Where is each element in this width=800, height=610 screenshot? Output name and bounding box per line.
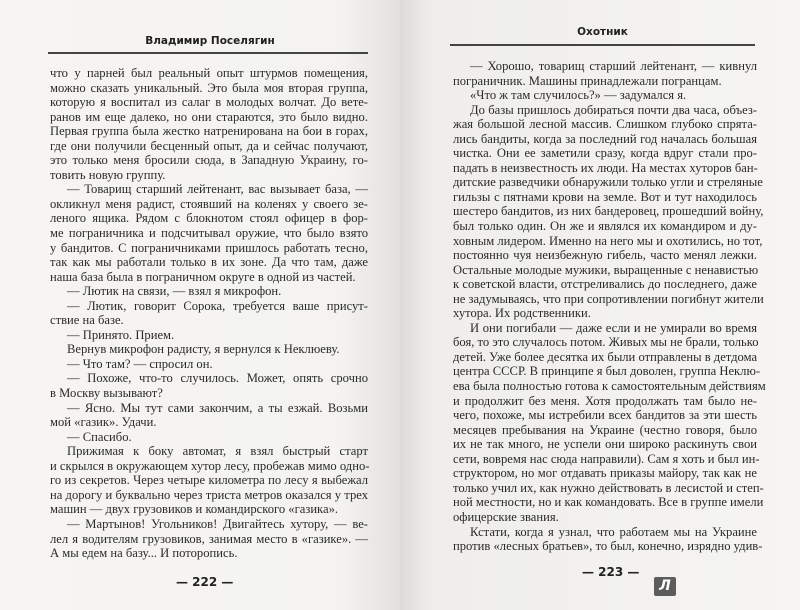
text-line: только учил их, как нужно действовать в лесистой и степ-	[453, 480, 764, 495]
paragraph	[50, 299, 368, 328]
paragraph	[50, 430, 368, 445]
text-line: шестеро бандитов, из них бандеровец, прошедший войну,	[453, 204, 764, 219]
text-line: ме пограничника и подсчитывал оружие, что было взято	[50, 226, 368, 241]
text-line: так как мы работали только в их зоне. Да что там, даже	[50, 255, 368, 270]
logo-letter: Л	[659, 578, 671, 594]
publisher-logo	[654, 577, 676, 596]
text-line: против «лесных братьев», то был, конечно, изрядно удив-	[453, 539, 763, 554]
text-line: что у парней был реальный опыт штурмов помещения,	[50, 66, 368, 80]
text-line: структором, но мог отдавать приказы майору, так как не	[453, 466, 757, 481]
text-line: — Мартынов! Угольников! Двигайтесь хутору, — ве-	[67, 516, 368, 531]
text-line: можно сказать уникальный. Это была моя вторая группа,	[50, 80, 368, 95]
text-line: наша база была в пограничном округе в одной из частей.	[50, 269, 356, 284]
text-line: — Ясно. Мы тут сами закончим, а ты езжай. Возьми	[67, 400, 368, 415]
page-body-text	[50, 66, 368, 561]
text-line: на дорогу и буквально через триста метров оказался у трех	[50, 487, 368, 502]
text-line: у бандитов. С пограничниками пришлось работать тесно,	[50, 240, 368, 255]
text-line: — Принято. Прием.	[67, 327, 175, 342]
page-number: — 222 —	[176, 575, 234, 589]
text-line: ствие на базе.	[50, 313, 124, 328]
text-line: детей. Уже более десятка их были отправлены в детдома	[453, 349, 758, 364]
text-line: сети, вовремя нас сюда направили). Сам я хоть и был ин-	[453, 451, 760, 466]
text-line: Первая группа была жестко натренирована на бои в горах,	[50, 124, 368, 139]
paragraph	[50, 182, 368, 284]
text-line: Остальные молодые мужики, выращенные с ненавистью	[453, 262, 759, 277]
paragraph	[453, 524, 763, 554]
paragraph	[50, 401, 368, 430]
text-line: — Товарищ старший лейтенант, вас вызывает база, —	[67, 182, 368, 197]
text-line: И они погибали — даже если и не умирали во время	[470, 320, 757, 335]
text-line: это только меня бросили сюда, в Западную Украину, го-	[50, 153, 368, 168]
paragraph	[453, 320, 766, 525]
page-body-text	[453, 59, 766, 554]
text-line: постоянно чуя неизбежную гибель, часто менял лежки.	[453, 248, 757, 263]
paragraph	[453, 59, 757, 88]
text-line: и скрылся в окружающем хутор лесу, пробежав мимо одно-	[50, 458, 370, 473]
text-line: пограничник. Машины принадлежали погранцам.	[453, 73, 722, 88]
text-line: офицерские звания.	[453, 509, 559, 524]
header-rule	[450, 44, 755, 46]
text-line: — Похоже, что-то случилось. Может, опять срочно	[67, 371, 368, 386]
paragraph	[50, 357, 368, 372]
text-line: леного ящика. Рядом с блокнотом стоял офицер в фор-	[50, 211, 368, 226]
text-line: гильзы с пятнами крови на земле. Вот и тут находилось	[453, 189, 757, 204]
page-number: — 223 —	[582, 565, 640, 579]
text-line: к советской власти, отстреливались до последнего, даже	[453, 277, 757, 292]
paragraph	[50, 328, 368, 343]
paragraph	[453, 102, 764, 321]
paragraph	[50, 66, 368, 182]
text-line: машин — двух грузовиков и командирского «газика».	[50, 502, 339, 517]
text-line: дитские разведчики обнаружили только угли и стреляные	[453, 175, 763, 190]
text-line: и продолжит без меня. Хотя продолжать там было не-	[453, 393, 757, 408]
paragraph	[50, 342, 368, 357]
text-line: ной местности, но и как командовать. Все в группе имели	[453, 495, 764, 510]
text-line: «Что ж там случилось?» — задумался я.	[470, 88, 687, 103]
running-header-author: Владимир Поселягин	[145, 35, 275, 47]
text-line: которую я воспитал из салаг в молодых волчат. До вете-	[50, 95, 368, 110]
text-line: был только один. Он же и являлся их командиром и ду-	[453, 219, 757, 234]
text-line: — Лютик, говорит Сорока, требуется ваше присут-	[67, 298, 368, 313]
text-line: Вернув микрофон радисту, я вернулся к Неклюеву.	[67, 342, 340, 357]
paragraph	[50, 371, 368, 400]
text-line: А мы едем на базу... И поторопись.	[50, 546, 238, 561]
text-line: — Хорошо, товарищ старший лейтенант, — кивнул	[470, 59, 757, 73]
right-page	[400, 0, 800, 610]
text-line: центра СССР. В принципе я был доволен, группа Неклю-	[453, 364, 761, 379]
paragraph	[50, 284, 368, 299]
text-line: го из секретов. Через четыре километра по лесу я выбежал	[50, 473, 368, 488]
text-line: лись бандиты, когда за последний год началась большая	[453, 131, 757, 146]
text-line: До базы пришлось добираться почти два часа, объез-	[470, 102, 757, 117]
text-line: Кстати, когда я узнал, что работаем мы на Украине	[470, 524, 757, 539]
text-line: — Что там? — спросил он.	[67, 356, 213, 371]
paragraph	[453, 88, 757, 103]
text-line: окликнул меня радист, стоявший на коленях у своего зе-	[50, 196, 368, 211]
text-line: хутора. Их родственники.	[453, 306, 591, 321]
text-line: где они получили бесценный опыт, да и сейчас получают,	[50, 138, 368, 153]
text-line: мой «газик». Удачи.	[50, 415, 157, 430]
text-line: — Спасибо.	[67, 429, 132, 444]
text-line: ховным лидером. Именно на него мы и охотились, но тот,	[453, 233, 763, 248]
text-line: Прижимая к боку автомат, я взял быстрый старт	[67, 444, 368, 459]
text-line: боя, то это случалось потом. Живых мы не брали, только	[453, 335, 759, 350]
paragraph	[50, 517, 368, 561]
running-header-title: Охотник	[577, 26, 628, 38]
text-line: не задумываясь, что при сопротивлении погибнут жители	[453, 291, 764, 306]
text-line: — Лютик на связи, — взял я микрофон.	[67, 284, 282, 299]
text-line: их не так много, не успели они широко раскинуть свои	[453, 437, 757, 452]
header-rule	[48, 52, 368, 54]
text-line: чего, похоже, мы истребили всех бандитов за эти шесть	[453, 408, 757, 423]
paragraph	[50, 444, 368, 517]
text-line: жая большой лесной массив. Слишком глубоко спрята-	[453, 117, 757, 132]
text-line: ранов им еще далеко, но они стараются, это было видно.	[50, 109, 368, 124]
text-line: в Москву вызывают?	[50, 386, 163, 401]
text-line: товить новую группу.	[50, 167, 166, 182]
text-line: лел я водителям грузовиков, занимая место в «газике». —	[50, 531, 368, 546]
text-line: месяцев пребывания на Украине (честно говоря, было	[453, 422, 757, 437]
text-line: чистка. Они ее заметили сразу, когда вдруг стали про-	[453, 146, 757, 161]
text-line: ева была полностью готова к самостоятельным действиям	[453, 379, 766, 394]
text-line: падать в неизвестность их люди. На местах хуторов бан-	[453, 160, 758, 175]
